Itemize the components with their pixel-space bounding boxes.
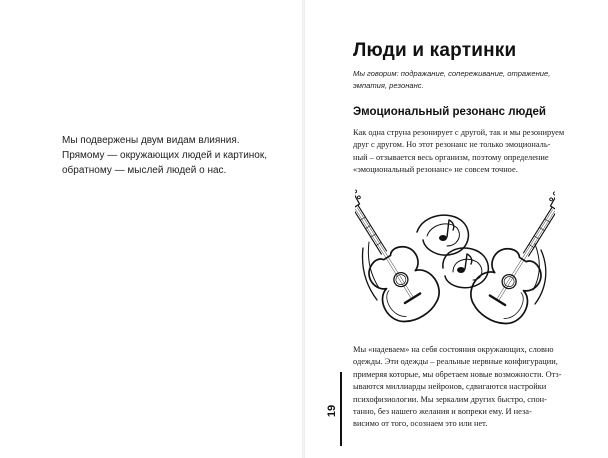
left-text-line: обратному — мыслей людей о нас. [62, 165, 227, 176]
chapter-subtitle [353, 68, 593, 92]
paragraph-line: одежды. Эти одежды – реальные нервные конфигурации, [353, 357, 558, 367]
page-number-rule [340, 372, 342, 446]
paragraph-line: психофизиологии. Мы зеркалим других быстро, спон- [353, 394, 547, 404]
paragraph-line: друг с другом. Но этот резонанс не только эмоциональ- [353, 140, 551, 150]
chapter-subtitle-line: эмпатия, резонанс. [353, 81, 424, 90]
paragraph-line: Как одна струна резонирует с другой, так и мы резонируем [353, 128, 565, 137]
left-page-text [62, 133, 292, 178]
page-number: 19 [326, 404, 338, 418]
paragraph-line: ный – отзывается весь организм, поэтому определение [353, 152, 549, 162]
paragraph-line: «эмоциональный резонанс» не совсем точное. [353, 165, 518, 175]
right-page [305, 0, 608, 458]
section-title: Эмоциональный резонанс людей [353, 106, 546, 118]
chapter-title: Люди и картинки [353, 40, 517, 61]
paragraph-line: танно, без нашего желания и вопреки ему. И неза- [353, 407, 532, 417]
paragraph-line: висимо от того, осознаем это или нет. [353, 419, 488, 429]
paragraph-1 [353, 127, 593, 177]
left-text-line: Мы подвержены двум видам влияния. [62, 135, 240, 146]
left-text-line: Прямому — окружающих людей и картинок, [62, 150, 268, 161]
paragraph-2 [353, 344, 593, 431]
paragraph-line: ываются миллиарды нейронов, сдвигаются настройки [353, 382, 547, 392]
left-page [0, 0, 303, 458]
paragraph-line: примеряя которые, мы обретаем новые возможности. Отз- [353, 369, 562, 379]
paragraph-line: Мы «надеваем» на себя состояния окружающих, словно [353, 345, 554, 354]
two-guitars-resonating-illustration [355, 188, 555, 338]
chapter-subtitle-line: Мы говорим: подражание, сопереживание, отражение, [353, 69, 551, 78]
